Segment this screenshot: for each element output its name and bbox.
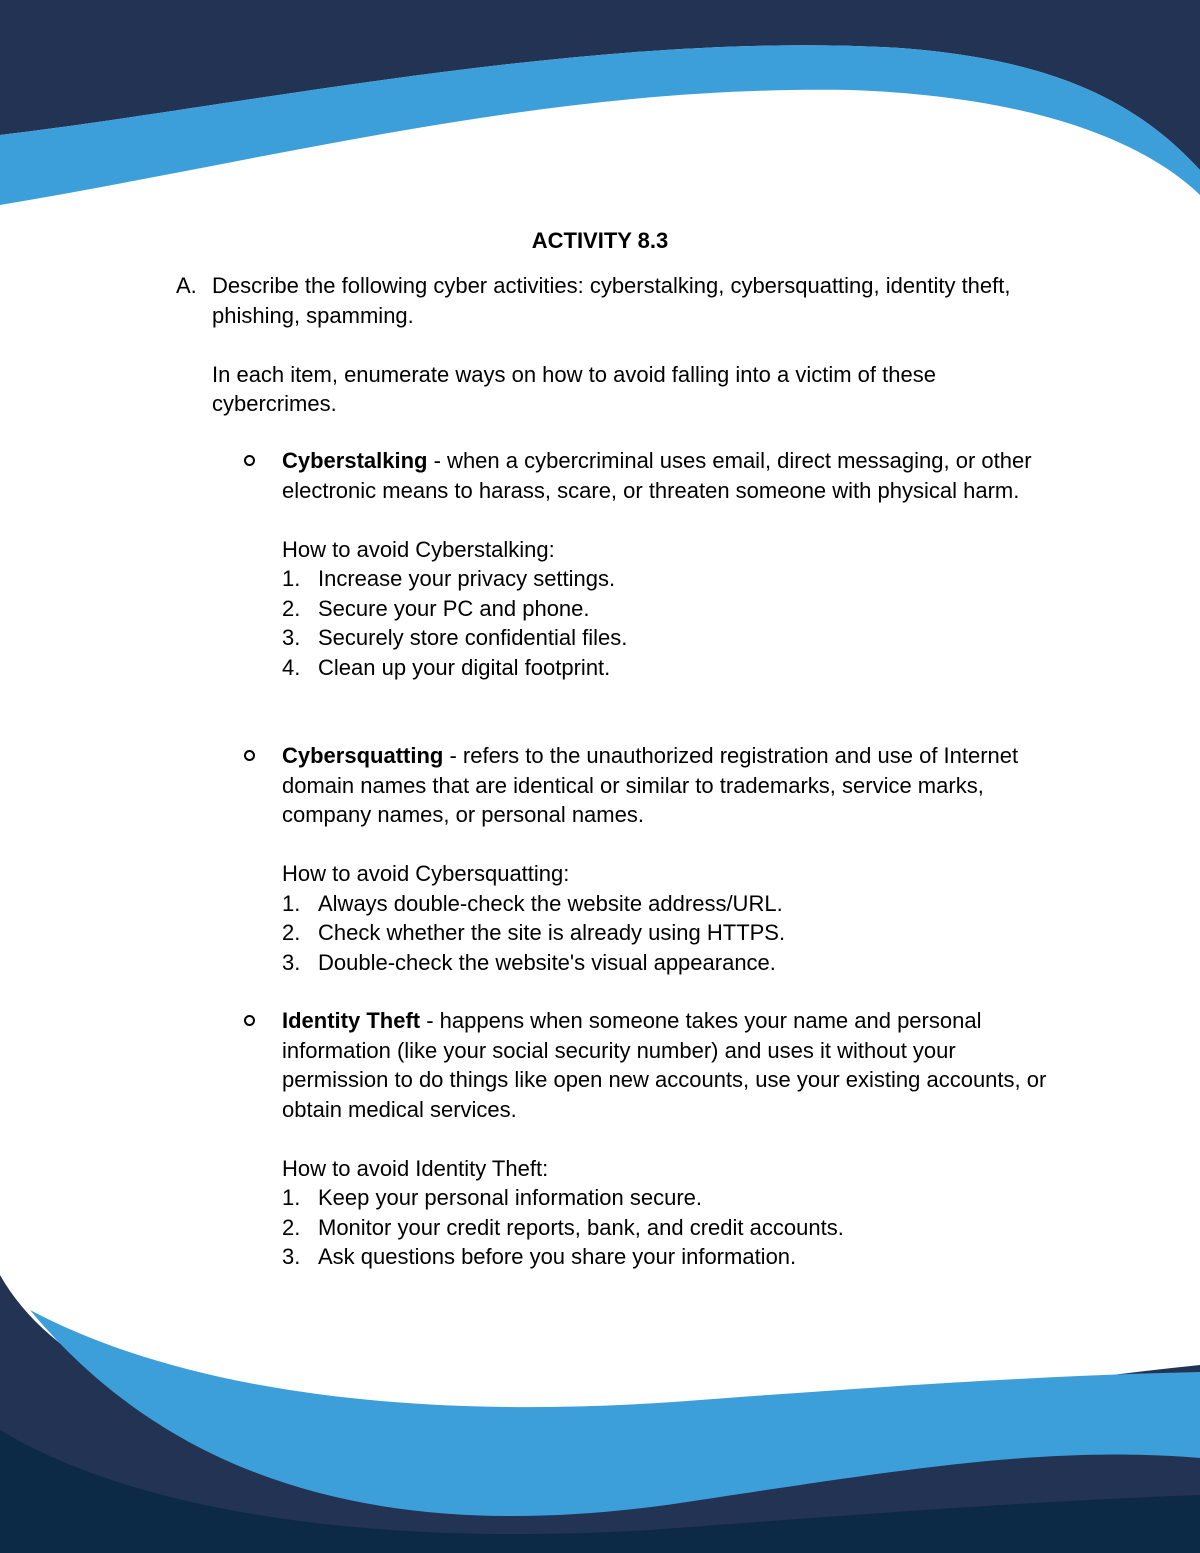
step-number: 2. [282, 1214, 301, 1240]
item-term: Cybersquatting [282, 743, 444, 768]
item-definition [282, 1006, 1057, 1124]
instruction-text: Describe the following cyber activities: cyberstalking, cybersquatting, identity theft, phishing, spamming. [212, 273, 1011, 328]
page-title: ACTIVITY 8.3 [531, 228, 669, 253]
list-item [282, 1242, 1057, 1272]
list-item [282, 1213, 1057, 1243]
list-item [282, 918, 1057, 948]
item-definition [282, 446, 1057, 505]
item-definition [282, 741, 1057, 830]
steps-list [282, 1183, 1057, 1272]
list-item [282, 889, 1057, 919]
step-text: Double-check the website's visual appearance. [318, 949, 776, 975]
step-text: Monitor your credit reports, bank, and credit accounts. [318, 1214, 844, 1240]
step-number: 3. [282, 1244, 301, 1269]
step-text: Securely store confidential files. [318, 625, 628, 650]
steps-list [282, 564, 1057, 682]
howto-label: How to avoid Cyberstalking: [282, 536, 555, 562]
step-text: Ask questions before you share your information. [318, 1244, 797, 1269]
item-definition-text: - happens when someone takes your name and personal information (like your social security number) and uses it without your permission to do things like open new accounts, use your existing accounts, or obtain medical services. [282, 1008, 1047, 1122]
step-number: 2. [282, 595, 301, 621]
hollow-bullet-icon [244, 1015, 255, 1026]
step-text: Keep your personal information secure. [318, 1185, 702, 1210]
step-text: Secure your PC and phone. [318, 595, 590, 621]
howto-label: How to avoid Identity Theft: [282, 1155, 549, 1181]
howto-label: How to avoid Cybersquatting: [282, 861, 570, 886]
item-definition-text: - when a cybercriminal uses email, direct messaging, or other electronic means to harass, scare, or threaten someone with physical harm. [282, 448, 1032, 503]
step-text: Check whether the site is already using HTTPS. [318, 920, 786, 945]
list-item [282, 623, 1057, 653]
step-number: 2. [282, 920, 301, 945]
steps-list [282, 889, 1057, 978]
step-number: 3. [282, 625, 301, 650]
instruction-marker: A. [176, 273, 197, 298]
step-text: Clean up your digital footprint. [318, 654, 611, 680]
step-number: 4. [282, 654, 301, 680]
step-number: 1. [282, 1185, 301, 1210]
item-body [282, 741, 1057, 977]
list-item [282, 1183, 1057, 1213]
list-item [282, 594, 1057, 624]
step-text: Increase your privacy settings. [318, 566, 616, 591]
step-text: Always double-check the website address/URL. [318, 890, 783, 916]
item-definition-text: - refers to the unauthorized registration and use of Internet domain names that are identical or similar to trademarks, service marks, company names, or personal names. [282, 743, 1019, 827]
hollow-bullet-icon [244, 750, 255, 761]
step-number: 1. [282, 566, 301, 591]
item-body [282, 1006, 1057, 1272]
list-item [282, 948, 1057, 978]
instruction-body [212, 271, 1042, 419]
item-term: Identity Theft [282, 1008, 421, 1033]
list-item [282, 564, 1057, 594]
instruction-note: In each item, enumerate ways on how to avoid falling into a victim of these cybercrimes. [212, 361, 936, 416]
item-term: Cyberstalking [282, 448, 428, 473]
step-number: 1. [282, 890, 301, 916]
item-body [282, 446, 1057, 682]
hollow-bullet-icon [244, 455, 255, 466]
list-item [282, 653, 1057, 683]
step-number: 3. [282, 949, 301, 975]
